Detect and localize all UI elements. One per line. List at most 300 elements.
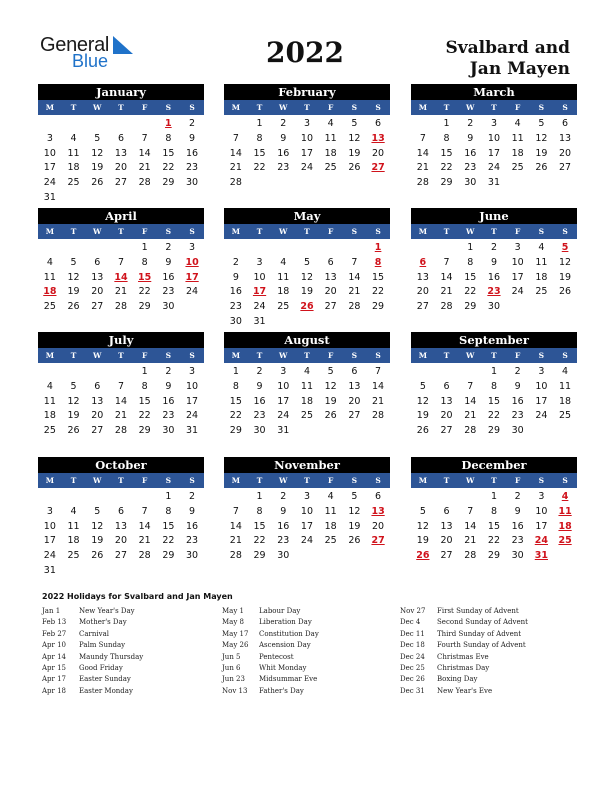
day-cell: 9 [256, 380, 263, 392]
week-row [411, 505, 577, 520]
calendar-year: 2022 [266, 36, 344, 69]
day-cell: 18 [300, 395, 313, 407]
day-cell: 20 [324, 286, 337, 298]
day-cell: 9 [165, 256, 172, 268]
holiday-item [222, 674, 397, 685]
day-cell: 14 [464, 520, 477, 532]
day-cell: 11 [43, 395, 56, 407]
day-cell: 19 [67, 286, 80, 298]
empty-day-cell [248, 176, 272, 191]
week-row [38, 132, 204, 147]
day-cell: 29 [162, 177, 175, 189]
day-cell: 27 [91, 425, 104, 437]
day-cell: 8 [490, 380, 497, 392]
day-cell: 31 [487, 177, 500, 189]
day-cell: 7 [117, 256, 124, 268]
day-cell: 1 [232, 366, 239, 377]
weekday-label: T [256, 227, 263, 236]
weekday-label: T [70, 103, 77, 112]
holiday-name: Labour Day [259, 607, 301, 615]
day-cell: 30 [186, 550, 199, 562]
day-cell: 2 [256, 366, 263, 377]
holiday-name: New Year's Day [79, 607, 135, 615]
day-cell: 3 [490, 118, 497, 129]
day-cell: 19 [559, 271, 572, 283]
month-title: September [411, 332, 577, 348]
weekday-label: T [118, 103, 124, 112]
weekday-label: S [189, 476, 195, 485]
weekday-label: T [118, 476, 124, 485]
empty-day-cell [224, 490, 248, 505]
day-cell: 29 [487, 425, 500, 437]
day-cell: 24 [300, 162, 313, 174]
day-cell: 22 [138, 286, 151, 298]
week-row [38, 117, 204, 132]
weekday-label: S [189, 227, 195, 236]
day-cell: 9 [232, 271, 239, 283]
day-cell: 26 [348, 162, 361, 174]
day-cell: 16 [277, 520, 290, 532]
day-cell: 16 [464, 147, 477, 159]
day-cell: 9 [189, 132, 196, 144]
weekday-label: F [515, 351, 521, 360]
day-cell: 8 [256, 505, 263, 517]
day-cell: 25 [43, 425, 56, 437]
day-cell: 24 [253, 301, 266, 313]
day-cell: 29 [440, 177, 453, 189]
day-cell: 21 [138, 535, 151, 547]
holiday-day-cell: 26 [300, 301, 314, 313]
week-row [411, 271, 577, 286]
day-cell: 16 [162, 395, 175, 407]
holiday-name: Mother's Day [79, 618, 127, 627]
holiday-name: Easter Monday [79, 686, 133, 695]
day-cell: 20 [91, 286, 104, 298]
holiday-item [222, 629, 397, 640]
week-row [224, 380, 390, 395]
holiday-date: Dec 11 [400, 629, 425, 638]
holiday-name: First Sunday of Advent [437, 607, 519, 615]
week-row [224, 271, 390, 286]
day-cell: 26 [348, 535, 361, 547]
holiday-name: Christmas Day [437, 663, 490, 672]
empty-day-cell [157, 564, 181, 579]
holiday-day-cell: 15 [138, 271, 152, 283]
holiday-date: Dec 24 [400, 652, 425, 661]
empty-day-cell [530, 424, 554, 439]
day-cell: 2 [280, 491, 287, 502]
day-cell: 27 [348, 410, 361, 422]
empty-day-cell [435, 241, 459, 256]
holiday-name: Liberation Day [259, 618, 312, 627]
day-cell: 15 [162, 147, 175, 159]
day-cell: 3 [46, 132, 53, 144]
day-cell: 20 [440, 535, 453, 547]
weekday-label: W [466, 103, 475, 112]
day-cell: 19 [416, 535, 429, 547]
day-cell: 5 [94, 132, 101, 144]
day-cell: 28 [464, 550, 477, 562]
day-cell: 6 [117, 505, 124, 517]
empty-day-cell [109, 490, 133, 505]
empty-day-cell [295, 176, 319, 191]
month-january [38, 84, 204, 206]
day-cell: 6 [117, 132, 124, 144]
day-cell: 23 [277, 535, 290, 547]
day-cell: 25 [559, 410, 572, 422]
day-cell: 20 [91, 410, 104, 422]
weekday-label: F [515, 476, 521, 485]
day-cell: 4 [327, 491, 334, 502]
day-cell: 22 [138, 410, 151, 422]
day-cell: 14 [138, 147, 151, 159]
holiday-day-cell: 8 [374, 256, 382, 268]
day-cell: 18 [511, 147, 524, 159]
calendar-region [390, 38, 570, 80]
empty-day-cell [553, 549, 577, 564]
day-cell: 17 [43, 535, 56, 547]
empty-day-cell [85, 490, 109, 505]
empty-day-cell [343, 176, 367, 191]
day-cell: 5 [538, 118, 545, 129]
holiday-item [42, 617, 217, 628]
day-cell: 3 [514, 242, 521, 253]
day-cell: 4 [70, 132, 77, 144]
holiday-day-cell: 11 [558, 505, 572, 517]
weekday-label: F [328, 227, 334, 236]
day-cell: 7 [232, 132, 239, 144]
day-cell: 14 [372, 380, 385, 392]
day-cell: 3 [303, 491, 310, 502]
holiday-date: Jun 5 [222, 652, 241, 661]
holiday-name: Maundy Thursday [79, 652, 144, 661]
day-cell: 4 [46, 380, 53, 392]
day-cell: 4 [514, 118, 521, 129]
day-cell: 24 [300, 535, 313, 547]
weekday-label: T [491, 351, 497, 360]
weekday-label: S [165, 103, 172, 112]
day-cell: 7 [141, 505, 148, 517]
empty-day-cell [366, 315, 390, 330]
day-cell: 30 [511, 550, 524, 562]
holiday-name: Boxing Day [437, 675, 478, 684]
empty-day-cell [319, 176, 343, 191]
holiday-item [400, 629, 575, 640]
holiday-name: Constitution Day [259, 629, 319, 638]
day-cell: 17 [43, 162, 56, 174]
day-cell: 19 [416, 410, 429, 422]
day-cell: 26 [559, 286, 572, 298]
day-cell: 9 [514, 380, 521, 392]
holiday-day-cell: 5 [561, 242, 569, 253]
week-row [224, 176, 390, 191]
empty-day-cell [85, 365, 109, 380]
holiday-name: New Year's Eve [437, 686, 493, 695]
weekday-label: S [538, 227, 545, 236]
empty-day-cell [319, 315, 343, 330]
day-cell: 25 [324, 535, 337, 547]
empty-day-cell [343, 549, 367, 564]
holiday-item [400, 652, 575, 663]
day-cell: 25 [535, 286, 548, 298]
day-cell: 8 [141, 256, 148, 268]
day-cell: 13 [91, 395, 104, 407]
day-cell: 12 [67, 271, 80, 283]
empty-day-cell [180, 564, 204, 579]
holiday-day-cell: 1 [374, 242, 382, 253]
weekday-label: S [375, 103, 381, 112]
day-cell: 6 [562, 118, 569, 129]
month-december [411, 457, 577, 564]
day-cell: 19 [91, 535, 104, 547]
day-cell: 25 [43, 301, 56, 313]
weekday-header [224, 224, 390, 239]
day-cell: 22 [229, 410, 242, 422]
holiday-item [222, 606, 397, 617]
weekday-label: T [256, 103, 263, 112]
week-row [411, 147, 577, 162]
empty-day-cell [295, 241, 319, 256]
empty-day-cell [435, 365, 459, 380]
empty-day-cell [62, 117, 86, 132]
day-cell: 24 [535, 410, 548, 422]
empty-day-cell [157, 191, 181, 206]
weekday-label: W [466, 227, 475, 236]
day-cell: 13 [348, 380, 361, 392]
day-cell: 9 [467, 132, 474, 144]
day-cell: 9 [490, 256, 497, 268]
week-row [411, 256, 577, 271]
day-cell: 18 [535, 271, 548, 283]
empty-day-cell [411, 490, 435, 505]
day-cell: 27 [114, 550, 127, 562]
empty-day-cell [38, 241, 62, 256]
day-cell: 15 [487, 520, 500, 532]
day-cell: 31 [277, 425, 290, 437]
day-cell: 16 [186, 520, 199, 532]
day-cell: 1 [443, 118, 450, 129]
month-may [224, 208, 390, 330]
holiday-day-cell: 26 [416, 550, 430, 562]
empty-day-cell [109, 241, 133, 256]
weekday-header [411, 100, 577, 115]
logo-triangle-icon [113, 36, 133, 54]
day-cell: 5 [419, 380, 426, 392]
day-cell: 8 [490, 505, 497, 517]
day-cell: 1 [165, 491, 172, 502]
day-cell: 16 [186, 147, 199, 159]
day-cell: 4 [280, 256, 287, 268]
day-cell: 16 [253, 395, 266, 407]
day-cell: 23 [253, 410, 266, 422]
day-cell: 12 [416, 395, 429, 407]
weekday-label: M [45, 476, 54, 485]
day-cell: 10 [535, 380, 548, 392]
day-cell: 28 [416, 177, 429, 189]
week-row [224, 256, 390, 271]
weekday-header [38, 348, 204, 363]
holiday-date: Jun 6 [222, 663, 241, 672]
weekday-label: F [328, 103, 334, 112]
holiday-item [42, 606, 217, 617]
day-cell: 22 [487, 535, 500, 547]
week-row [411, 409, 577, 424]
day-cell: 20 [372, 520, 385, 532]
day-cell: 27 [324, 301, 337, 313]
week-row [38, 176, 204, 191]
day-cell: 6 [94, 256, 101, 268]
day-cell: 28 [114, 301, 127, 313]
holiday-item [400, 617, 575, 628]
day-cell: 11 [300, 380, 313, 392]
day-cell: 12 [91, 520, 104, 532]
day-cell: 7 [351, 256, 358, 268]
day-cell: 26 [67, 425, 80, 437]
holiday-name: Good Friday [79, 663, 123, 672]
empty-day-cell [224, 117, 248, 132]
week-row [411, 534, 577, 549]
day-cell: 11 [559, 380, 572, 392]
day-cell: 10 [43, 147, 56, 159]
day-cell: 15 [138, 395, 151, 407]
day-cell: 21 [114, 286, 127, 298]
day-cell: 11 [511, 132, 524, 144]
empty-day-cell [62, 191, 86, 206]
month-november [224, 457, 390, 564]
holiday-item [400, 663, 575, 674]
empty-day-cell [224, 241, 248, 256]
day-cell: 14 [416, 147, 429, 159]
weekday-label: S [538, 351, 545, 360]
empty-day-cell [553, 424, 577, 439]
empty-day-cell [38, 490, 62, 505]
empty-day-cell [366, 424, 390, 439]
day-cell: 25 [277, 301, 290, 313]
weekday-label: T [256, 476, 263, 485]
day-cell: 21 [372, 395, 385, 407]
day-cell: 8 [165, 132, 172, 144]
week-row [38, 520, 204, 535]
holiday-column [42, 606, 217, 697]
day-cell: 30 [229, 315, 242, 327]
day-cell: 27 [559, 162, 572, 174]
day-cell: 9 [280, 505, 287, 517]
weekday-label: T [443, 476, 450, 485]
day-cell: 31 [43, 564, 56, 576]
day-cell: 17 [300, 520, 313, 532]
weekday-header [38, 224, 204, 239]
holiday-day-cell: 18 [43, 286, 57, 298]
holiday-name: Whit Monday [259, 663, 307, 672]
day-cell: 14 [138, 520, 151, 532]
day-cell: 26 [324, 410, 337, 422]
holiday-date: Apr 15 [42, 663, 67, 672]
holiday-name: Carnival [79, 629, 109, 638]
day-cell: 29 [372, 301, 385, 313]
day-cell: 23 [511, 410, 524, 422]
holiday-item [42, 652, 217, 663]
month-title: July [38, 332, 204, 348]
day-cell: 2 [165, 366, 172, 377]
empty-day-cell [271, 241, 295, 256]
weekday-label: S [165, 351, 172, 360]
day-cell: 15 [253, 520, 266, 532]
month-title: January [38, 84, 204, 100]
day-cell: 8 [467, 256, 474, 268]
day-cell: 3 [303, 118, 310, 129]
day-cell: 23 [186, 535, 199, 547]
empty-day-cell [435, 490, 459, 505]
week-row [411, 365, 577, 380]
empty-day-cell [109, 117, 133, 132]
weekday-header [411, 473, 577, 488]
empty-day-cell [295, 424, 319, 439]
day-cell: 15 [372, 271, 385, 283]
holiday-item [400, 674, 575, 685]
day-cell: 15 [229, 395, 242, 407]
weekday-label: M [418, 351, 427, 360]
week-row [38, 365, 204, 380]
empty-day-cell [109, 191, 133, 206]
day-cell: 8 [256, 132, 263, 144]
week-row [38, 490, 204, 505]
day-cell: 5 [94, 505, 101, 517]
month-title: February [224, 84, 390, 100]
day-cell: 14 [440, 271, 453, 283]
weekday-label: W [93, 227, 102, 236]
empty-day-cell [180, 300, 204, 315]
weekday-label: F [328, 476, 334, 485]
holiday-item [222, 640, 397, 651]
day-cell: 2 [490, 242, 497, 253]
week-row [224, 505, 390, 520]
day-cell: 5 [351, 118, 358, 129]
day-cell: 24 [43, 177, 56, 189]
holiday-day-cell: 27 [371, 535, 385, 547]
weekday-label: T [304, 476, 310, 485]
day-cell: 30 [487, 301, 500, 313]
day-cell: 15 [440, 147, 453, 159]
day-cell: 20 [416, 286, 429, 298]
weekday-label: W [279, 103, 288, 112]
day-cell: 23 [186, 162, 199, 174]
weekday-label: F [142, 351, 148, 360]
weekday-label: M [45, 351, 54, 360]
day-cell: 8 [232, 380, 239, 392]
day-cell: 28 [114, 425, 127, 437]
day-cell: 5 [303, 256, 310, 268]
day-cell: 6 [94, 380, 101, 392]
week-row [411, 161, 577, 176]
day-cell: 21 [348, 286, 361, 298]
day-cell: 27 [440, 425, 453, 437]
holiday-name: Pentecost [259, 652, 294, 661]
empty-day-cell [62, 241, 86, 256]
weekday-label: W [279, 351, 288, 360]
day-cell: 8 [165, 505, 172, 517]
month-september [411, 332, 577, 439]
empty-day-cell [180, 191, 204, 206]
holiday-day-cell: 18 [558, 520, 572, 532]
day-cell: 7 [117, 380, 124, 392]
holiday-date: Apr 17 [42, 675, 67, 684]
holiday-date: May 1 [222, 607, 244, 615]
month-title: December [411, 457, 577, 473]
day-cell: 9 [280, 132, 287, 144]
holiday-column [400, 606, 575, 697]
day-cell: 1 [467, 242, 474, 253]
day-cell: 7 [467, 505, 474, 517]
